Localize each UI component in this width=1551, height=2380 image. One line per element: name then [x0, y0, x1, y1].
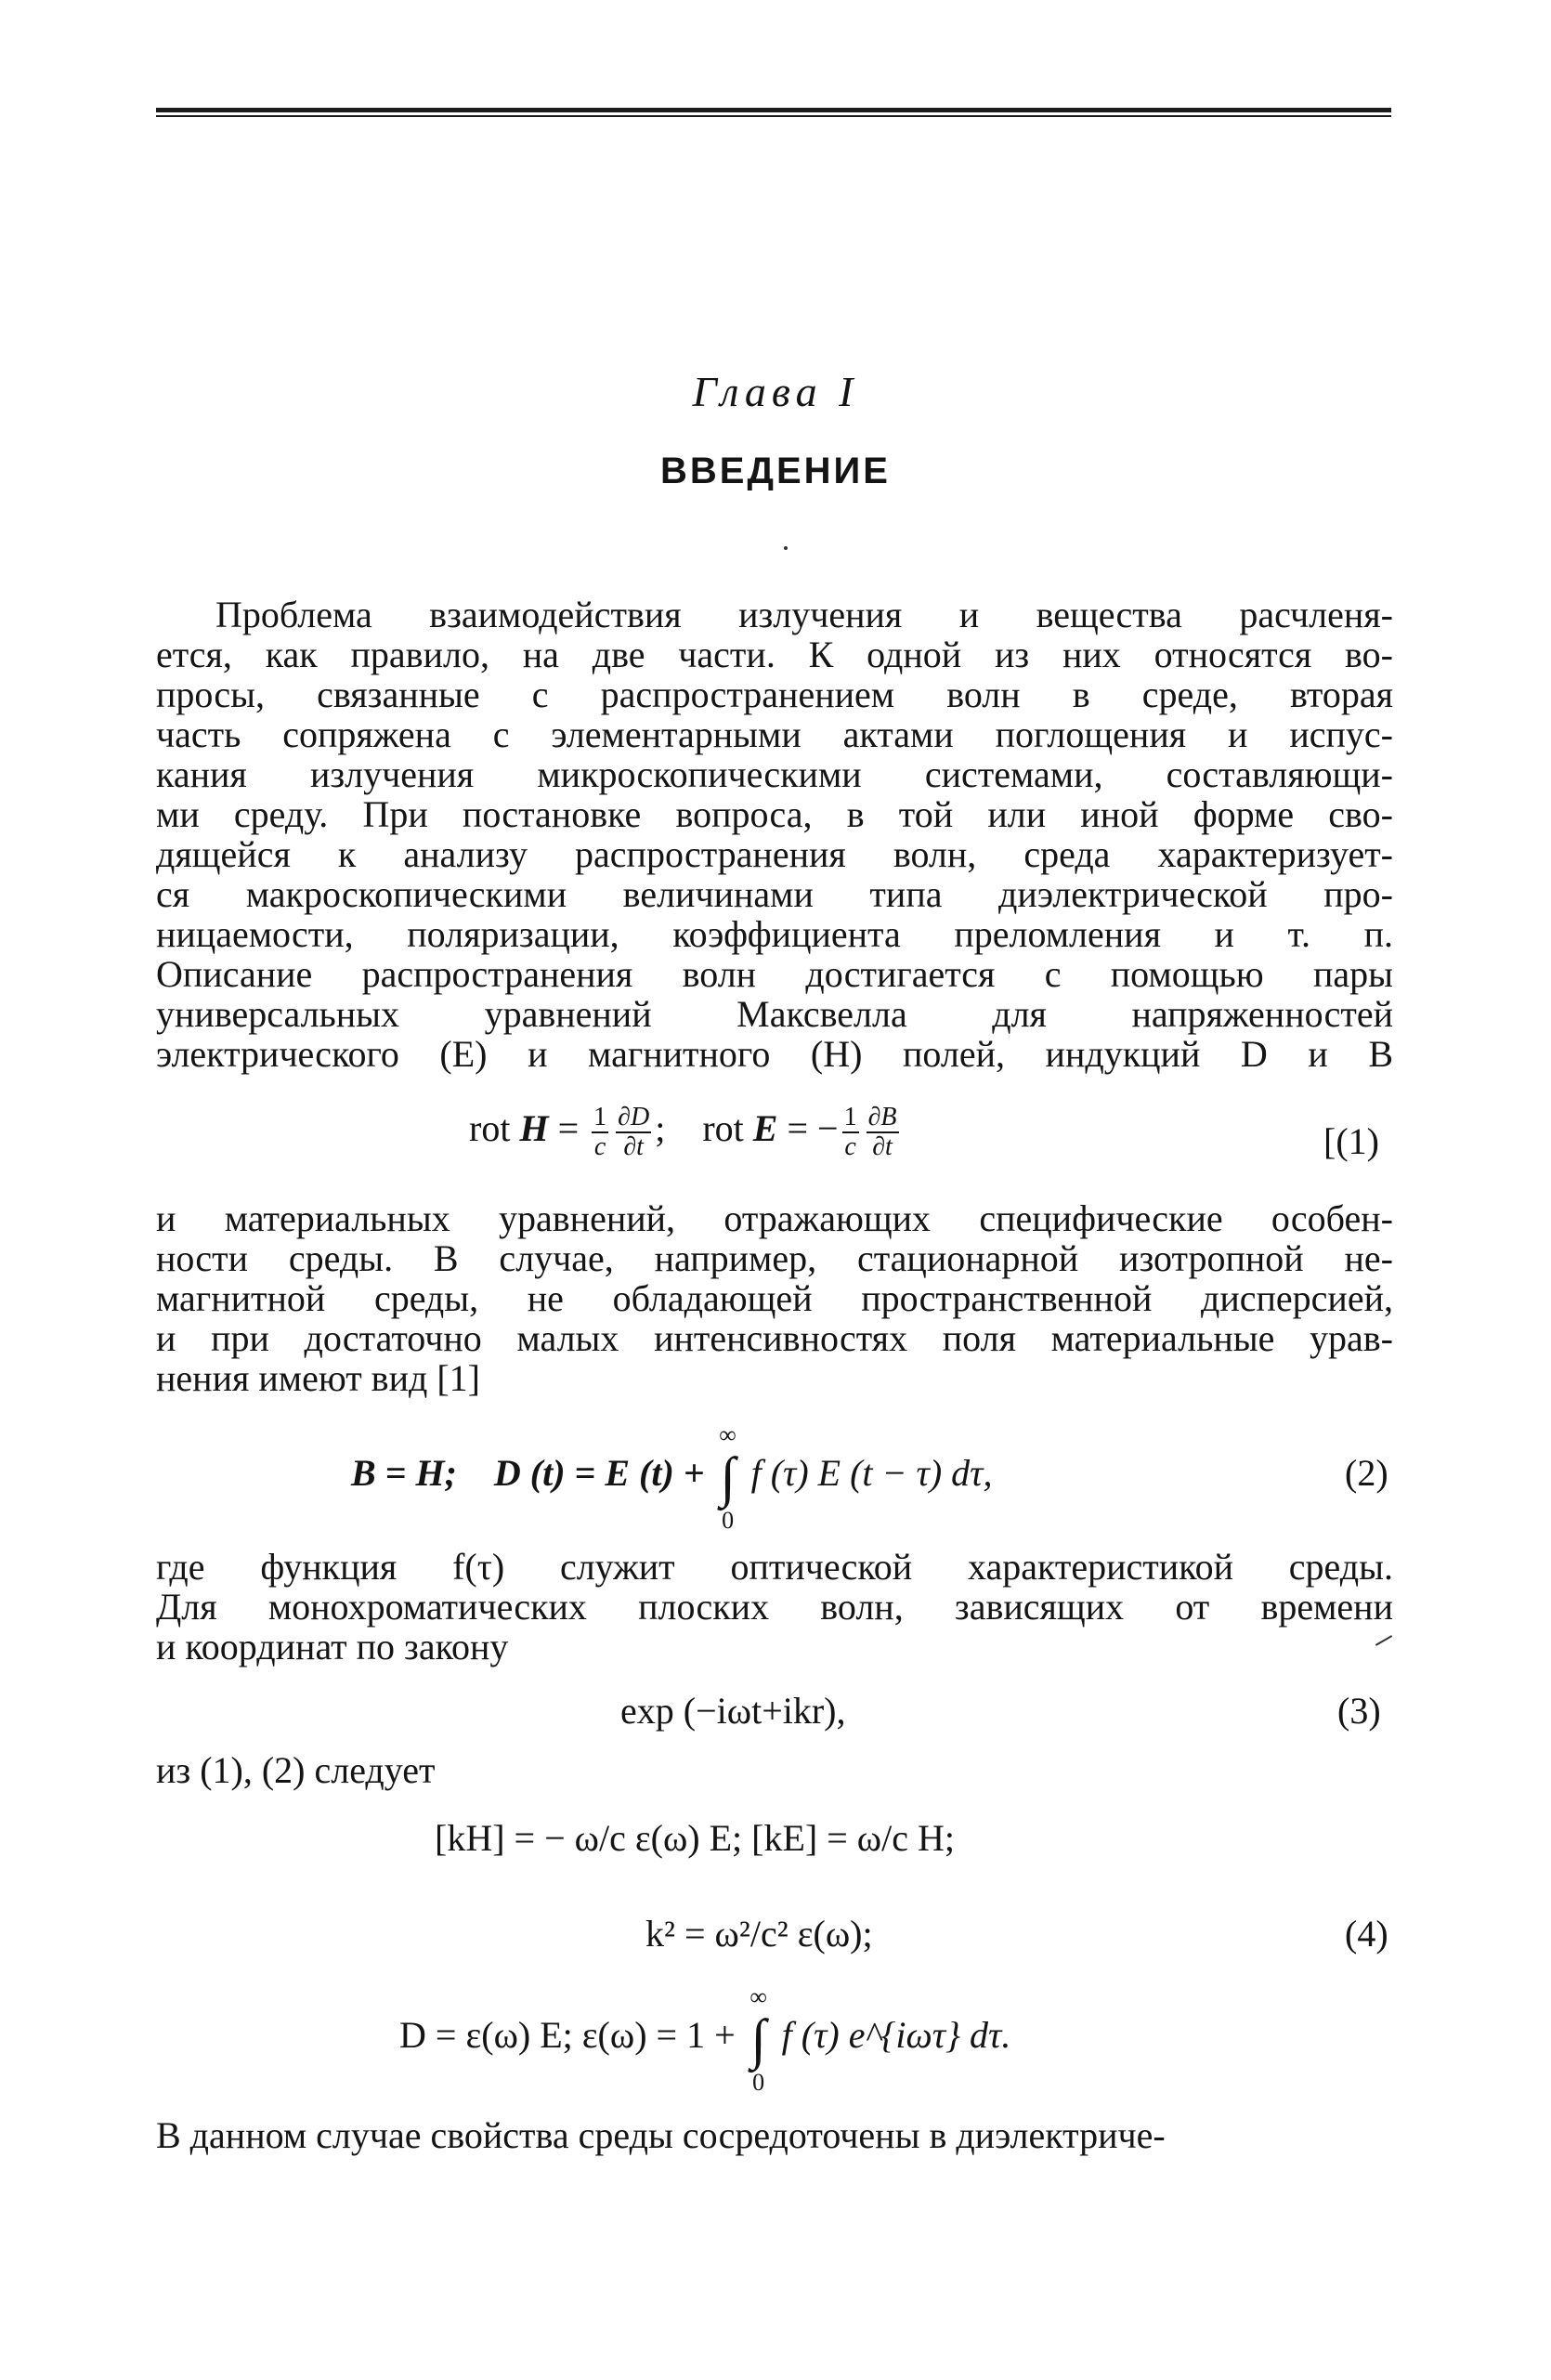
- text-line: просы, связанные с распространением волн в среде, вторая: [156, 673, 1393, 715]
- integral-lower-limit: 0: [752, 2069, 765, 2096]
- d-of-t: D (t) = E (t) +: [493, 1452, 714, 1495]
- intro-paragraph: [156, 595, 1393, 1074]
- text-line: часть сопряжена с элементарными актами поглощения и испус-: [156, 713, 1393, 755]
- text-line: ется, как правило, на две части. К одной из них относятся во-: [156, 634, 1393, 675]
- rot-operator: rot: [469, 1107, 511, 1150]
- symbol-H: H: [519, 1107, 549, 1150]
- fraction-one-over-c: $\frac{1}{c}$: [843, 1103, 857, 1161]
- follows-text: из (1), (2) следует: [156, 1749, 436, 1791]
- equals-sign: =: [548, 1107, 589, 1150]
- text-line: и при достаточно малых интенсивностях поля материальные урав-: [156, 1317, 1393, 1359]
- text-line: дящейся к анализу распространения волн, среда характеризует-: [156, 833, 1393, 875]
- separator: ;: [655, 1107, 666, 1150]
- text-line: универсальных уравнений Максвелла для напряженностей: [156, 993, 1393, 1035]
- text-line: ся макроскопическими величинами типа диэлектрической про-: [156, 873, 1393, 915]
- equation-1: [469, 1104, 903, 1161]
- text-line: ми среду. При постановке вопроса, в той или иной форме сво-: [156, 793, 1393, 835]
- header-rule-thin: [156, 115, 1391, 117]
- text-line: Описание распространения волн достигается с помощью пары: [156, 953, 1393, 995]
- equation-2: [351, 1421, 993, 1534]
- equation-4-line-2: k² = ω²/c² ε(ω);: [645, 1913, 873, 1955]
- equation-number-1: [(1): [1323, 1120, 1379, 1162]
- material-equations-paragraph: [156, 1198, 1393, 1398]
- text-line: Для монохроматических плоских волн, зависящих от времени: [156, 1586, 1393, 1628]
- fraction-dD-dt: $\frac{\partial D}{\partial t}$: [618, 1103, 650, 1161]
- text-line: Проблема взаимодействия излучения и вещества расчленя-: [215, 594, 1393, 635]
- integral-sign: ∫ ∞ 0: [745, 2011, 773, 2067]
- fraction-one-over-c: $\frac{1}{c}$: [593, 1103, 607, 1161]
- text-line: кания излучения микроскопическими системами, составляющи-: [156, 753, 1393, 795]
- rot-operator: rot: [702, 1107, 744, 1150]
- text-line: и материальных уравнений, отражающих специфические особен-: [156, 1197, 1393, 1239]
- chapter-title: ВВЕДЕНИЕ: [660, 451, 891, 491]
- equation-4-line-1: [kH] = − ω/c ε(ω) E; [kE] = ω/c H;: [435, 1817, 955, 1859]
- equation-3: exp (−iωt+ikr),: [620, 1690, 846, 1732]
- integrand: f (τ) E (t − τ) dτ,: [750, 1452, 993, 1495]
- integral-upper-limit: ∞: [749, 1983, 767, 2010]
- b-equals-h: B = H;: [351, 1452, 457, 1495]
- equation-number-3: (3): [1337, 1690, 1381, 1732]
- equals-minus-sign: = −: [777, 1107, 839, 1150]
- integral-upper-limit: ∞: [719, 1421, 736, 1448]
- text-line: нения имеют вид [1]: [156, 1357, 480, 1399]
- chapter-label: Глава I: [692, 368, 859, 415]
- decorative-dot: [784, 546, 788, 550]
- text-line: магнитной среды, не обладающей пространственной дисперсией,: [156, 1277, 1393, 1319]
- text-line: электрического (E) и магнитного (H) полей, индукций D и B: [156, 1033, 1393, 1075]
- integrand: f (τ) e^{iωτ} dτ.: [781, 2014, 1011, 2057]
- text-line: и координат по закону: [156, 1626, 509, 1667]
- equation-4-line-3: [399, 1983, 1011, 2096]
- header-rule: [156, 108, 1391, 112]
- function-description-paragraph: [156, 1547, 1393, 1667]
- equation-number-2: (2): [1345, 1452, 1388, 1494]
- text-line: ницаемости, поляризации, коэффициента преломления и т. п.: [156, 913, 1393, 955]
- closing-line: В данном случае свойства среды сосредоточены в диэлектриче-: [156, 2114, 1166, 2156]
- epsilon-definition: D = ε(ω) E; ε(ω) = 1 +: [399, 2014, 745, 2057]
- integral-lower-limit: 0: [722, 1507, 735, 1534]
- equation-number-4: (4): [1345, 1913, 1388, 1955]
- symbol-E: E: [752, 1107, 778, 1150]
- integral-sign: ∫ ∞ 0: [714, 1449, 742, 1505]
- text-line: ности среды. В случае, например, стационарной изотропной не-: [156, 1237, 1393, 1279]
- fraction-dB-dt: $\frac{\partial B}{\partial t}$: [867, 1103, 897, 1161]
- text-line: где функция f(τ) служит оптической характеристикой среды.: [156, 1546, 1393, 1588]
